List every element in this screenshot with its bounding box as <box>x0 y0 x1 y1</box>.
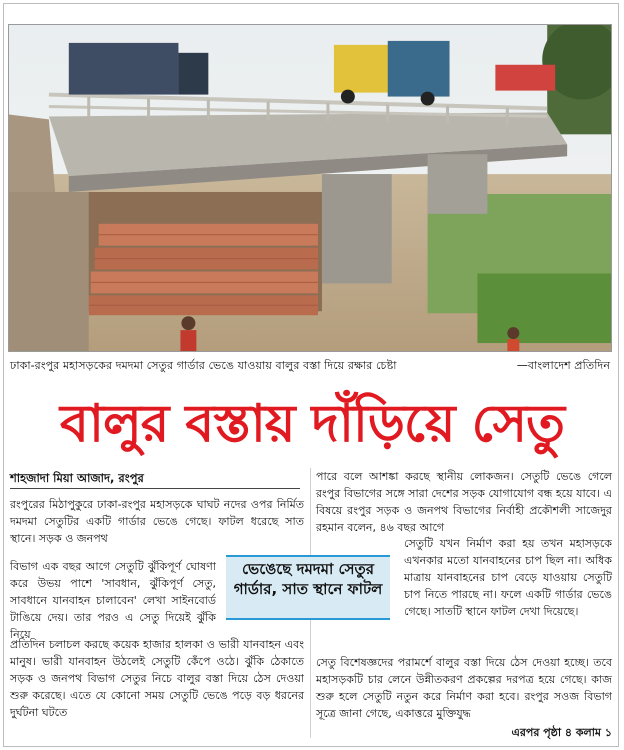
left-paragraph-1: রংপুরের মিঠাপুকুরে ঢাকা-রংপুর মহাসড়কে ঘাঘট নদের ওপর নির্মিত দমদমা সেতুটির একটি গার্ডার ভেঙে গেছে। ফাটল ধরেছে সাত স্থানে। সড়ক ও জনপথ <box>10 498 304 545</box>
left-paragraph-2: বিভাগ এক বছর আগে সেতুটি ঝুঁকিপূর্ণ ঘোষণা করে উভয় পাশে 'সাবধান, ঝুঁকিপূর্ণ সেতু, সাবধানে যানবাহন চালাবেন' লেখা সাইনবোর্ড টাঙিয়ে দেয়। তার পরও এ সেতু দিয়েই ঝুঁকি নিয়ে <box>10 560 216 641</box>
right-column-bottom <box>316 654 612 722</box>
left-column-narrow <box>10 558 216 643</box>
headline: বালুর বস্তায় দাঁড়িয়ে সেতু <box>59 394 565 454</box>
caption-credit: —বাংলাদেশ প্রতিদিন <box>516 359 610 372</box>
caption-text: ঢাকা-রংপুর মহাসড়কের দমদমা সেতুর গার্ডার ভেঙে যাওয়ায় বালুর বস্তা দিয়ে রক্ষার চেষ্টা <box>10 359 397 372</box>
left-column-bottom <box>10 636 304 721</box>
continued-on-page: এরপর পৃষ্ঠা ৪ কলাম ১ <box>511 726 612 739</box>
right-column-narrow <box>404 535 612 620</box>
left-paragraph-3: প্রতিদিন চলাচল করছে কয়েক হাজার হালকা ও ভারী যানবাহন এবং মানুষ। ভারী যানবাহন উঠলেই সেতুটি কেঁপে ওঠে। ঝুঁকি ঠেকাতে সড়ক ও জনপথ বিভাগ সেতুর নিচে বালুর বস্তা দিয়ে ঠেস দেওয়া শুরু করেছে। এতে যে কোনো সময় সেতুটি ভেঙে পড়ে বড় ধরনের দুর্ঘটনা ঘটতে <box>10 638 304 719</box>
news-photo <box>8 24 612 352</box>
right-column-top <box>316 468 612 536</box>
left-column-top <box>10 496 304 547</box>
right-paragraph-3: সেতু বিশেষজ্ঞদের পরামর্শে বালুর বস্তা দিয়ে ঠেস দেওয়া হচ্ছে। তবে মহাসড়কটি চার লেনে উন্নীতকরণ প্রকল্পের দরপত্র হয়ে গেছে। কাজ শুরু হলে সেতুটি নতুন করে নির্মাণ করা হবে। রংপুর সওজ বিভাগ সূত্রে জানা গেছে, একাত্তরে মুক্তিযুদ্ধ <box>316 656 612 720</box>
byline-divider <box>10 488 300 489</box>
bridge-photo-illustration <box>9 25 611 351</box>
right-paragraph-1: পারে বলে আশঙ্কা করছে স্থানীয় লোকজন। সেতুটি ভেঙে গেলে রংপুর বিভাগের সঙ্গে সারা দেশের সড়ক যোগাযোগ বন্ধ হয়ে যাবে। এ বিষয়ে রংপুর সড়ক ও জনপথ বিভাগের নির্বাহী প্রকৌশলী সাজেদুর রহমান বলেন, ৪৬ বছর আগে <box>316 470 612 534</box>
right-paragraph-2: সেতুটি যখন নির্মাণ করা হয় তখন মহাসড়কে এখনকার মতো যানবাহনের চাপ ছিল না। অধিক মাত্রায় যানবাহনের চাপ বেড়ে যাওয়ায় সেতুটি চাপ নিতে পারছে না। ফলে একটি গার্ডার ভেঙে গেছে। সাতটি স্থানে ফাটল দেখা দিয়েছে। <box>404 537 612 618</box>
byline: শাহজাদা মিয়া আজাদ, রংপুর <box>10 471 144 485</box>
photo-caption <box>10 356 610 376</box>
pull-quote: ভেঙেছে দমদমা সেতুর গার্ডার, সাত স্থানে ফাটল <box>226 555 390 620</box>
